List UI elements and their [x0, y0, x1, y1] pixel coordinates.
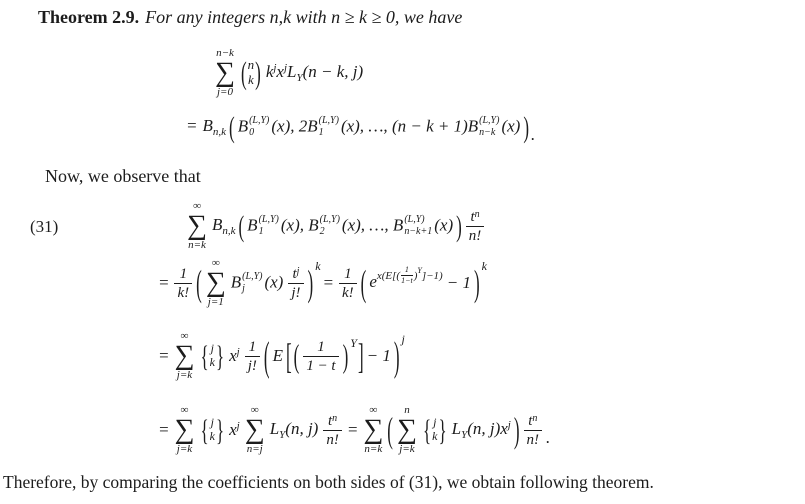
power-exponent: k [481, 258, 487, 273]
equation-number: (31) [30, 217, 59, 236]
power-exponent: j [401, 331, 405, 346]
numerator: 1 [344, 265, 352, 282]
equals-sign: = [346, 420, 359, 439]
paren-power-group [473, 258, 487, 304]
sum-upper-limit: ∞ [369, 404, 378, 417]
denominator: j! [245, 356, 260, 375]
eq-theorem-line1 [212, 44, 365, 102]
closing-text: Therefore, by comparing the coefficients on both sides of (31), we obtain following theorem. [3, 472, 654, 492]
right-bracket-icon: ] [357, 336, 364, 376]
tiny-fraction [401, 265, 413, 286]
stirling-number [199, 413, 225, 447]
superscript-subscript: (L,Y) j [242, 270, 263, 294]
theorem-heading [38, 7, 462, 28]
left-brace-icon: { [200, 413, 209, 447]
equals-sign: = [158, 273, 170, 292]
stirling-stack: j k [209, 341, 215, 369]
sum-operator-icon: ∑ [244, 413, 265, 445]
left-paren-icon: ( [240, 55, 247, 91]
superscript-subscript: (L,Y) n−k+1 [404, 213, 433, 237]
stirling-stack: j k [432, 415, 438, 443]
left-paren-icon: ( [360, 262, 367, 304]
right-paren-icon: ) [473, 262, 480, 304]
denominator: 1−t [401, 276, 413, 286]
sum-lower-limit: j=1 [207, 296, 224, 309]
numerator: 1 [317, 338, 325, 355]
numerator: 1 [179, 265, 188, 282]
numerator: $t^j$ [292, 265, 300, 282]
sum-lower-limit: j=0 [216, 86, 233, 99]
bell-arguments: B (L,Y) 0 (x), 2B (L,Y) 1 (x), …, (n − k + 1)B (L,Y) n−k (x) [237, 114, 521, 138]
subscript: n,k [212, 126, 227, 138]
ellipsis: …, [369, 214, 389, 234]
denominator: k! [174, 283, 192, 302]
fraction [174, 265, 192, 302]
Bj-term: B (L,Y) j (x) [230, 270, 284, 294]
theorem-label: Theorem 2.9. [38, 7, 140, 27]
eq-31-line4 [156, 400, 550, 460]
binomial-coefficient [240, 55, 262, 91]
fraction [524, 412, 543, 449]
power-exponent: Y [417, 266, 422, 276]
left-brace-icon: { [422, 413, 432, 447]
paren-power-group [342, 335, 357, 375]
right-brace-icon: } [215, 339, 225, 373]
summation [206, 257, 226, 309]
sum-upper-limit: ∞ [180, 330, 189, 343]
superscript: n [532, 412, 538, 424]
subscript: Y [296, 72, 303, 84]
sum-upper-limit: ∞ [193, 200, 201, 213]
fraction [339, 265, 357, 302]
sum-operator-icon: ∑ [396, 413, 417, 445]
superscript: j [283, 62, 288, 74]
right-paren-icon: ) [393, 332, 400, 380]
L-x-term: $L_Y(n$, $j)x^j$ [451, 419, 511, 441]
period: . [546, 428, 551, 447]
denominator: n! [466, 226, 485, 245]
sum-operator-icon: ∑ [215, 56, 235, 88]
right-paren-icon: ) [342, 337, 349, 375]
observation-text: Now, we observe that [45, 166, 201, 186]
equals-Bnk: = $B_{n,k}$ [186, 116, 227, 138]
ellipsis: …, [368, 115, 388, 135]
eq-31-line2 [156, 254, 487, 312]
denominator: n! [524, 430, 543, 449]
summation [363, 404, 383, 456]
superscript: n [332, 412, 338, 424]
expectation-E: E [272, 346, 283, 365]
fraction [303, 338, 338, 375]
sum-lower-limit: n=j [246, 443, 263, 456]
binomial-bottom: k [248, 72, 254, 87]
Bnk-term: $B_{n,k}$ [211, 215, 236, 237]
subscript: Y [461, 429, 468, 441]
superscript: n [474, 208, 480, 220]
power-exponent: Y [350, 335, 357, 350]
sum-upper-limit: ∞ [180, 404, 189, 417]
sum-upper-limit: ∞ [211, 257, 220, 270]
x-power-term: $x^j$ [229, 346, 240, 365]
superscript-subscript: (L,Y) 2 [319, 213, 340, 237]
exponent: x(E[( $\frac{1}{1-t}$ ) Y ]−1) [376, 265, 443, 286]
paren-power-group [307, 258, 321, 304]
superscript: j [296, 265, 300, 277]
summation [215, 47, 235, 99]
denominator: j! [288, 283, 303, 302]
sum-upper-limit: n−k [216, 47, 234, 60]
stirling-stack: j k [209, 415, 215, 443]
binomial-top: n [247, 57, 255, 73]
right-paren-icon: ) [456, 209, 462, 243]
L-term: $L_Y(n$, j) [269, 419, 319, 441]
right-brace-icon: } [438, 413, 447, 447]
numerator: $t^n$ [470, 208, 480, 225]
left-paren-icon: ( [293, 337, 300, 375]
superscript: j [273, 62, 277, 74]
left-paren-icon: ( [196, 262, 202, 304]
sum-lower-limit: n=k [188, 239, 206, 252]
fraction [466, 208, 485, 245]
superscript: j [236, 346, 240, 358]
numerator: $t^n$ [328, 412, 338, 429]
eq-theorem-line2 [184, 104, 535, 150]
superscript-subscript: (L,Y) n−k [479, 114, 500, 138]
sum-operator-icon: ∑ [174, 339, 195, 371]
left-brace-icon: { [200, 339, 209, 373]
right-paren-icon: ) [513, 410, 520, 450]
summation [174, 404, 194, 456]
binomial-stack [248, 58, 255, 88]
subscript: n,k [222, 225, 236, 237]
minus-one: − 1 [366, 346, 391, 365]
minus-one: − 1 [446, 273, 471, 292]
superscript-subscript: (L,Y) 1 [258, 213, 279, 237]
sum-upper-limit: ∞ [250, 404, 259, 417]
fraction [288, 265, 303, 302]
right-brace-icon: } [215, 413, 225, 447]
sum-upper-limit: n [404, 404, 410, 417]
sum-operator-icon: ∑ [174, 413, 195, 445]
denominator: 1 − t [303, 356, 338, 375]
sum-lower-limit: j=k [176, 369, 193, 382]
exponential-term: e x(E[( $\frac{1}{1-t}$ ) Y ]−1) [369, 265, 443, 291]
subscript: Y [279, 429, 286, 441]
summation [245, 404, 265, 456]
stirling-number [199, 339, 225, 373]
summation [174, 330, 194, 382]
equals-sign: = [158, 346, 170, 365]
left-paren-icon: ( [238, 209, 245, 243]
right-paren-icon: ) [307, 262, 314, 304]
sum-operator-icon: ∑ [205, 266, 226, 298]
left-bracket-icon: [ [285, 336, 292, 376]
sum-lower-limit: n=k [364, 443, 383, 456]
power-exponent: k [315, 258, 321, 273]
eq-31-line3 [156, 325, 405, 387]
equals-sign: = [186, 116, 198, 135]
sum-operator-icon: ∑ [363, 413, 384, 445]
denominator: k! [339, 283, 357, 302]
numerator: 1 [248, 338, 257, 355]
equals-sign: = [158, 420, 170, 439]
left-paren-icon: ( [229, 110, 235, 144]
term-kxL: $k^jx^jL_Y(n - k$, j) [265, 62, 364, 84]
fraction [245, 338, 260, 375]
equals-sign: = [322, 273, 334, 292]
x-power-term: $x^j$ [229, 420, 240, 439]
sum-lower-limit: j=k [176, 443, 193, 456]
inner-summation [397, 404, 417, 456]
theorem-body: For any integers n,k with n ≥ k ≥ 0, we have [145, 7, 463, 27]
period: . [530, 125, 536, 144]
left-paren-icon: ( [263, 332, 270, 380]
sum-lower-limit: j=k [399, 443, 415, 456]
paren-power-group [393, 331, 405, 380]
summation [187, 200, 207, 252]
superscript-subscript: (L,Y) 0 [249, 114, 270, 138]
superscript: j [236, 420, 240, 432]
denominator: n! [323, 430, 342, 449]
sum-operator-icon: ∑ [187, 209, 207, 241]
fraction [323, 412, 342, 449]
numerator: $t^n$ [528, 412, 538, 429]
left-paren-icon: ( [387, 410, 393, 450]
numerator: 1 [404, 265, 409, 275]
bell-arguments: B (L,Y) 1 (x), B (L,Y) 2 (x), …, B (L,Y) n−k+1 (x) [247, 213, 454, 237]
stirling-number [422, 413, 448, 447]
superscript: j [507, 419, 511, 431]
right-paren-icon: ) [523, 110, 529, 144]
right-paren-icon: ) [255, 55, 261, 91]
superscript-subscript: (L,Y) 1 [318, 114, 339, 138]
eq-31-line1 [184, 198, 487, 254]
